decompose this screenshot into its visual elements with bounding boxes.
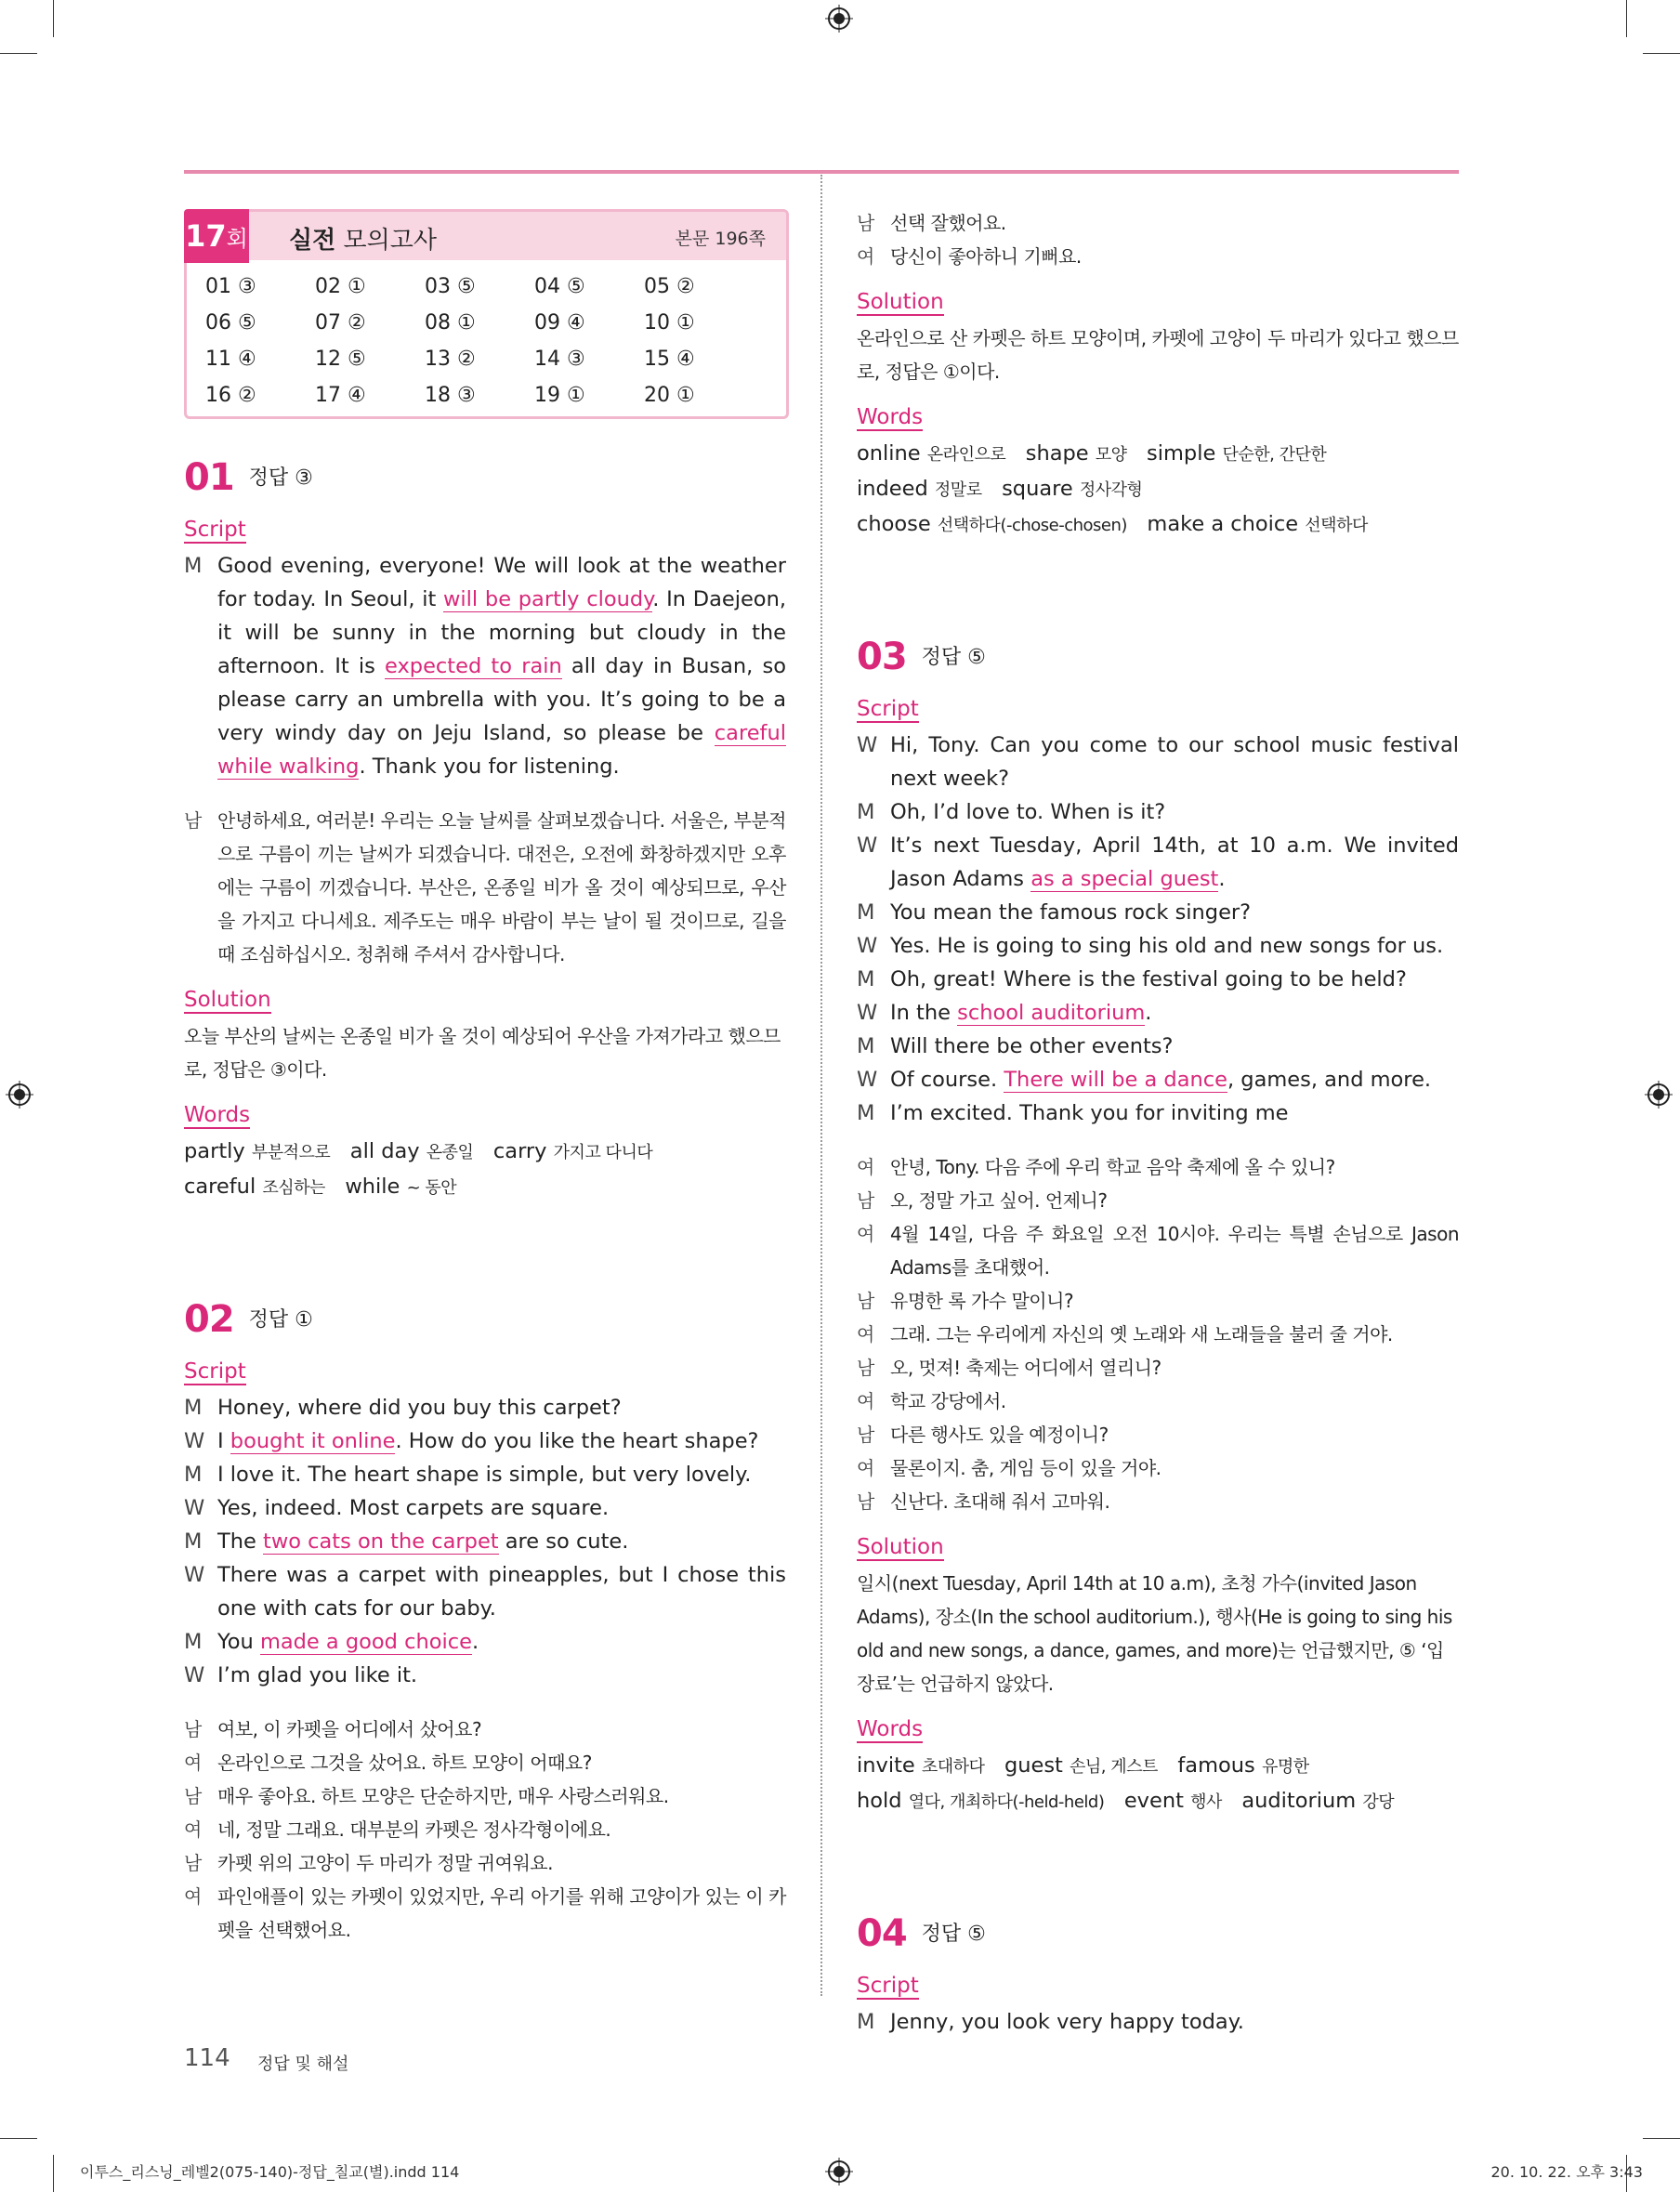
script-line xyxy=(857,795,1459,829)
speaker-label: W xyxy=(857,1068,878,1092)
script-text xyxy=(217,1625,786,1659)
translation-text: 네, 정말 그래요. 대부분의 카펫은 정사각형이에요. xyxy=(217,1818,611,1841)
script-text xyxy=(217,1458,786,1491)
text-run: all day in Busan, so please carry an umbrella with you. It’s going to be a very windy day on Jeju Island, so please be xyxy=(217,654,786,745)
word-en: carry xyxy=(492,1139,547,1163)
word-ko: 행사 xyxy=(1190,1792,1222,1812)
word-en: careful xyxy=(184,1175,256,1199)
script-text xyxy=(890,829,1459,896)
script-text xyxy=(890,728,1459,795)
text-run: Jenny, you look very happy today. xyxy=(890,2010,1244,2034)
speaker-label: 남 xyxy=(857,1290,874,1312)
left-column xyxy=(184,209,786,1947)
text-run: I xyxy=(217,1429,230,1453)
text-run: You mean the famous rock singer? xyxy=(890,900,1252,925)
crop-mark xyxy=(1643,53,1680,54)
answer-cell: 15 ④ xyxy=(644,348,695,371)
speaker-label: M xyxy=(857,1101,875,1125)
script-text xyxy=(890,1063,1459,1096)
answer-cell: 01 ③ xyxy=(205,275,256,298)
speaker-label: W xyxy=(857,833,878,858)
word-ko: 부분적으로 xyxy=(251,1143,331,1162)
answer-text: 정답 ⑤ xyxy=(921,1923,986,1946)
translation-line xyxy=(184,1880,786,1947)
script-label: Script xyxy=(184,1359,246,1384)
translation-text: 그래. 그는 우리에게 자신의 옛 노래와 새 노래들을 불러 줄 거야. xyxy=(890,1323,1393,1345)
text-run: Will there be other events? xyxy=(890,1034,1174,1058)
speaker-label: M xyxy=(184,1463,203,1487)
text-run: Yes, indeed. Most carpets are square. xyxy=(217,1496,610,1520)
crop-mark xyxy=(0,53,37,54)
script-block-03 xyxy=(857,728,1459,1130)
translation-text: 안녕하세요, 여러분! 우리는 오늘 날씨를 살펴보겠습니다. 서울은, 부분적으로 구름이 끼는 날씨가 되겠습니다. 대전은, 오전에 화창하겠지만 오후에는 구름이 끼겠습니다. 부산은, 온종일 비가 올 것이 예상되므로, 우산을 가지고 다니세요. 제주도는 매우 바람이 부는 날이 될 것이므로, 길을 때 조심하십시오. 청취해 주셔서 감사합니다. xyxy=(217,809,786,965)
text-run: I love it. The heart shape is simple, but very lovely. xyxy=(217,1463,752,1487)
answer-cell: 14 ③ xyxy=(534,348,585,371)
translation-line xyxy=(857,1385,1459,1418)
text-run: . How do you like the heart shape? xyxy=(395,1429,759,1453)
script-text xyxy=(217,1391,786,1424)
words-label: Words xyxy=(184,1103,251,1127)
speaker-label: W xyxy=(184,1496,205,1520)
speaker-label: W xyxy=(184,1563,205,1587)
word-ko: 선택하다 xyxy=(1305,516,1368,535)
text-run: In the xyxy=(890,1001,958,1025)
text-run: Oh, great! Where is the festival going to be held? xyxy=(890,967,1407,991)
translation-line xyxy=(857,1318,1459,1351)
translation-line xyxy=(857,1217,1459,1284)
answer-cell: 09 ④ xyxy=(534,311,585,335)
question-number: 01 xyxy=(184,456,234,499)
answer-key-title xyxy=(289,221,437,256)
key-phrase: two cats on the carpet xyxy=(263,1529,499,1554)
translation-text: 물론이지. 춤, 게임 등이 있을 거야. xyxy=(890,1457,1162,1479)
question-number: 02 xyxy=(184,1298,234,1341)
round-number: 17 xyxy=(185,218,227,254)
word-row xyxy=(857,507,1459,543)
speaker-label: 남 xyxy=(857,1189,874,1212)
answer-key-box xyxy=(184,209,789,419)
translation-line xyxy=(184,1813,786,1846)
script-line xyxy=(184,1391,786,1424)
script-line xyxy=(857,996,1459,1030)
word-ko: ~ 동안 xyxy=(406,1178,457,1198)
translation-text: 매우 좋아요. 하트 모양은 단순하지만, 매우 사랑스러워요. xyxy=(217,1785,669,1807)
text-run: I’m excited. Thank you for inviting me xyxy=(890,1101,1289,1125)
answer-cell: 12 ⑤ xyxy=(315,348,366,371)
round-suffix: 회 xyxy=(226,226,248,252)
script-text xyxy=(217,1525,786,1558)
translation-text: 온라인으로 그것을 샀어요. 하트 모양이 어때요? xyxy=(217,1752,592,1774)
question-number: 04 xyxy=(857,1912,907,1955)
translation-text: 오, 멋져! 축제는 어디에서 열리니? xyxy=(890,1357,1162,1379)
word-en: famous xyxy=(1177,1753,1255,1778)
word-en: choose xyxy=(857,512,931,536)
text-run: I’m glad you like it. xyxy=(217,1663,418,1687)
word-ko: 정말로 xyxy=(934,480,982,500)
text-run: are so cute. xyxy=(498,1529,629,1554)
registration-mark-icon xyxy=(825,5,853,33)
translation-line xyxy=(184,1713,786,1746)
script-text xyxy=(890,996,1459,1030)
registration-mark-icon xyxy=(6,1081,33,1109)
word-en: square xyxy=(1002,477,1073,501)
word-en: invite xyxy=(857,1753,915,1778)
word-row xyxy=(184,1135,786,1170)
key-phrase: There will be a dance xyxy=(1004,1068,1227,1092)
script-block-02 xyxy=(184,1391,786,1692)
word-ko: 선택하다(-chose-chosen) xyxy=(937,516,1127,535)
translation-line xyxy=(857,1351,1459,1385)
translation-line xyxy=(857,1150,1459,1184)
script-line xyxy=(857,896,1459,929)
word-en: event xyxy=(1123,1789,1184,1813)
word-row xyxy=(857,1749,1459,1784)
word-ko: 손님, 게스트 xyxy=(1070,1757,1158,1777)
word-en: guest xyxy=(1004,1753,1063,1778)
speaker-label: 여 xyxy=(857,1323,874,1345)
answer-cell: 19 ① xyxy=(534,384,585,407)
word-ko: 정사각형 xyxy=(1079,480,1143,500)
word-ko: 유명한 xyxy=(1261,1757,1309,1777)
solution-label: Solution xyxy=(857,290,944,314)
script-line xyxy=(184,549,786,783)
translation-text: 유명한 록 가수 말이니? xyxy=(890,1290,1074,1312)
script-line xyxy=(184,1424,786,1458)
word-en: shape xyxy=(1025,441,1089,466)
script-line xyxy=(857,728,1459,795)
translation-text: 신난다. 초대해 줘서 고마워. xyxy=(890,1490,1110,1513)
translation-text: 여보, 이 카펫을 어디에서 샀어요? xyxy=(217,1718,482,1740)
answer-cell: 16 ② xyxy=(205,384,256,407)
answer-cell: 03 ⑤ xyxy=(425,275,476,298)
words-label: Words xyxy=(857,1717,924,1741)
text-run: . Thank you for listening. xyxy=(359,755,620,779)
text-run: The xyxy=(217,1529,263,1554)
page-number: 114 xyxy=(184,2044,230,2072)
answer-cell: 06 ⑤ xyxy=(205,311,256,335)
script-line xyxy=(184,1458,786,1491)
translation-text: 4월 14일, 다음 주 화요일 오전 10시야. 우리는 특별 손님으로 Jason Adams를 초대했어. xyxy=(890,1223,1459,1279)
translation-line xyxy=(857,1451,1459,1485)
answer-cell: 18 ③ xyxy=(425,384,476,407)
translation-line xyxy=(857,206,1459,240)
script-text xyxy=(890,795,1459,829)
speaker-label: 여 xyxy=(184,1752,202,1774)
script-text xyxy=(890,1030,1459,1063)
speaker-label: 여 xyxy=(857,245,874,268)
crop-mark xyxy=(1626,0,1627,37)
key-phrase: bought it online xyxy=(230,1429,396,1453)
word-en: while xyxy=(345,1175,400,1199)
word-en: hold xyxy=(857,1789,902,1813)
answer-key-header xyxy=(187,212,786,260)
script-line xyxy=(184,1659,786,1692)
answer-cell: 20 ① xyxy=(644,384,695,407)
translation-text: 학교 강당에서. xyxy=(890,1390,1006,1412)
speaker-label: M xyxy=(857,800,875,824)
translation-line xyxy=(184,1779,786,1813)
words-block-03 xyxy=(857,1749,1459,1819)
text-run: . In Daejeon, it will be sunny in the morning but cloudy in the afternoon. It is xyxy=(217,587,786,678)
solution-label: Solution xyxy=(857,1535,944,1559)
title-rest: 모의고사 xyxy=(335,227,437,255)
word-row xyxy=(857,1784,1459,1819)
script-text xyxy=(890,896,1459,929)
word-en: online xyxy=(857,441,921,466)
speaker-label: M xyxy=(184,1630,203,1654)
speaker-label: 여 xyxy=(184,1818,202,1841)
script-text xyxy=(890,2005,1459,2039)
answer-cell: 08 ① xyxy=(425,311,476,335)
text-run: . xyxy=(1145,1001,1152,1025)
script-text xyxy=(217,1424,786,1458)
key-phrase: school auditorium xyxy=(957,1001,1146,1025)
speaker-label: 여 xyxy=(857,1390,874,1412)
question-header-01 xyxy=(184,456,786,501)
script-text xyxy=(890,1096,1459,1130)
text-run: It’s next Tuesday, April 14th, at 10 a.m. We invited Jason Adams xyxy=(890,833,1459,891)
speaker-label: M xyxy=(857,900,875,925)
script-label: Script xyxy=(857,1974,919,1998)
key-phrase: will be partly cloudy xyxy=(443,587,653,611)
answer-text: 정답 ③ xyxy=(248,466,313,490)
speaker-label: 남 xyxy=(184,1718,202,1740)
key-phrase: as a special guest xyxy=(1030,867,1219,891)
script-label: Script xyxy=(184,518,246,542)
speaker-label: 남 xyxy=(857,1490,874,1513)
words-block-02 xyxy=(857,437,1459,543)
translation-block-03 xyxy=(857,1150,1459,1518)
translation-block-02 xyxy=(184,1713,786,1947)
word-ko: 가지고 다니다 xyxy=(553,1143,653,1162)
answer-cell: 02 ① xyxy=(315,275,366,298)
word-ko: 초대하다 xyxy=(921,1757,985,1777)
footer-label: 정답 및 해설 xyxy=(257,2054,349,2074)
word-ko: 열다, 개최하다(-held-held) xyxy=(908,1792,1105,1812)
crop-mark xyxy=(1643,2138,1680,2139)
speaker-label: W xyxy=(857,1001,878,1025)
answer-cell: 10 ① xyxy=(644,311,695,335)
text-run: . xyxy=(471,1630,479,1654)
word-ko: 모양 xyxy=(1095,445,1127,465)
word-en: partly xyxy=(184,1139,245,1163)
speaker-label: 여 xyxy=(857,1223,874,1245)
translation-line xyxy=(857,1184,1459,1217)
translation-line xyxy=(857,1284,1459,1318)
answer-cell: 05 ② xyxy=(644,275,695,298)
word-ko: 온라인으로 xyxy=(926,445,1006,465)
script-line xyxy=(184,1525,786,1558)
question-header-04 xyxy=(857,1912,1459,1957)
translation-text: 당신이 좋아하니 기뻐요. xyxy=(890,245,1082,268)
answer-cell: 13 ② xyxy=(425,348,476,371)
script-line xyxy=(857,963,1459,996)
words-label: Words xyxy=(857,405,924,429)
key-phrase: careful while walking xyxy=(217,721,786,779)
speaker-label: W xyxy=(184,1429,205,1453)
word-ko: 온종일 xyxy=(426,1143,474,1162)
answer-text: 정답 ⑤ xyxy=(921,646,986,669)
key-phrase: made a good choice xyxy=(259,1630,472,1654)
speaker-label: 남 xyxy=(184,809,202,832)
translation-text: 선택 잘했어요. xyxy=(890,212,1006,234)
text-run: You xyxy=(217,1630,260,1654)
script-text xyxy=(217,549,786,783)
text-run: . xyxy=(1218,867,1226,891)
speaker-label: W xyxy=(857,733,878,757)
speaker-label: M xyxy=(184,554,203,578)
translation-block-02-continued xyxy=(857,206,1459,273)
translation-line xyxy=(184,1846,786,1880)
header-rule xyxy=(184,170,1459,174)
translation-line xyxy=(184,1746,786,1779)
speaker-label: 여 xyxy=(184,1885,202,1908)
speaker-label: 남 xyxy=(857,1424,874,1446)
question-header-02 xyxy=(184,1298,786,1343)
title-bold: 실전 xyxy=(289,227,336,255)
text-run: Yes. He is going to sing his old and new songs for us. xyxy=(890,934,1444,958)
translation-text: 오, 정말 가고 싶어. 언제니? xyxy=(890,1189,1108,1212)
script-line xyxy=(857,1063,1459,1096)
question-header-03 xyxy=(857,636,1459,680)
speaker-label: 남 xyxy=(184,1852,202,1874)
word-ko: 단순한, 간단한 xyxy=(1222,445,1327,465)
speaker-label: 남 xyxy=(857,212,874,234)
script-line xyxy=(857,2005,1459,2039)
script-line xyxy=(184,1625,786,1659)
date-info: 20. 10. 22. 오후 3:43 xyxy=(1490,2163,1643,2181)
text-run: Of course. xyxy=(890,1068,1004,1092)
words-block-01 xyxy=(184,1135,786,1205)
word-en: indeed xyxy=(857,477,928,501)
script-line xyxy=(857,829,1459,896)
speaker-label: 남 xyxy=(184,1785,202,1807)
script-line xyxy=(857,929,1459,963)
script-text xyxy=(217,1491,786,1525)
script-text xyxy=(890,963,1459,996)
speaker-label: W xyxy=(184,1663,205,1687)
translation-line xyxy=(857,240,1459,273)
script-label: Script xyxy=(857,697,919,721)
text-run: Hi, Tony. Can you come to our school music festival next week? xyxy=(890,733,1459,791)
answer-grid xyxy=(187,260,786,416)
key-phrase: expected to rain xyxy=(385,654,562,678)
script-block-04 xyxy=(857,2005,1459,2039)
word-row xyxy=(184,1170,786,1205)
speaker-label: M xyxy=(857,2010,875,2034)
answer-text: 정답 ① xyxy=(248,1308,313,1332)
word-en: make a choice xyxy=(1147,512,1299,536)
script-text xyxy=(890,929,1459,963)
translation-text: 파인애플이 있는 카펫이 있었지만, 우리 아기를 위해 고양이가 있는 이 카펫을 선택했어요. xyxy=(217,1885,786,1941)
text-run: , games, and more. xyxy=(1227,1068,1432,1092)
translation-text: 다른 행사도 있을 예정이니? xyxy=(890,1424,1109,1446)
right-column xyxy=(857,206,1459,2039)
solution-text-02: 온라인으로 산 카펫은 하트 모양이며, 카펫에 고양이 두 마리가 있다고 했으므로, 정답은 ①이다. xyxy=(857,327,1459,383)
speaker-label: W xyxy=(857,934,878,958)
speaker-label: M xyxy=(857,967,875,991)
registration-mark-icon xyxy=(825,2158,853,2185)
page-reference: 본문 196쪽 xyxy=(675,229,766,249)
script-block-01 xyxy=(184,549,786,783)
translation-text: 안녕, Tony. 다음 주에 우리 학교 음악 축제에 올 수 있니? xyxy=(890,1156,1335,1178)
translation-line xyxy=(857,1418,1459,1451)
word-ko: 조심하는 xyxy=(262,1178,325,1198)
speaker-label: M xyxy=(857,1034,875,1058)
solution-label: Solution xyxy=(184,988,271,1012)
translation-text: 카펫 위의 고양이 두 마리가 정말 귀여워요. xyxy=(217,1852,553,1874)
word-en: simple xyxy=(1147,441,1216,466)
text-run: Honey, where did you buy this carpet? xyxy=(217,1396,622,1420)
crop-mark xyxy=(53,0,54,37)
word-row xyxy=(857,472,1459,507)
script-line xyxy=(857,1030,1459,1063)
script-line xyxy=(857,1096,1459,1130)
answer-cell: 04 ⑤ xyxy=(534,275,585,298)
solution-text-01: 오늘 부산의 날씨는 온종일 비가 올 것이 예상되어 우산을 가져가라고 했으므로, 정답은 ③이다. xyxy=(184,1025,781,1081)
word-en: auditorium xyxy=(1241,1789,1357,1813)
word-ko: 강당 xyxy=(1362,1792,1395,1812)
speaker-label: 남 xyxy=(857,1357,874,1379)
answer-cell: 17 ④ xyxy=(315,384,366,407)
script-text xyxy=(217,1558,786,1625)
translation-block-01 xyxy=(184,804,786,971)
round-badge xyxy=(184,209,249,263)
speaker-label: M xyxy=(184,1529,203,1554)
word-row xyxy=(857,437,1459,472)
script-line xyxy=(184,1558,786,1625)
script-line xyxy=(184,1491,786,1525)
file-info: 이투스_리스닝_레벨2(075-140)-정답_칠교(별).indd 114 xyxy=(80,2163,460,2181)
answer-cell: 11 ④ xyxy=(205,348,256,371)
speaker-label: 여 xyxy=(857,1156,874,1178)
translation-line xyxy=(857,1485,1459,1518)
text-run: Good evening, everyone! We will look at the weather for today. In Seoul, it xyxy=(217,554,786,611)
solution-text-03: 일시(next Tuesday, April 14th at 10 a.m), 초청 가수(invited Jason Adams), 장소(In the school auditorium.), 행사(He is going to sing his old and new songs, a dance, games, and more)는 언급했지만, ⑤ ‘입장료’는 언급하지 않았다. xyxy=(857,1572,1452,1695)
translation-line xyxy=(184,804,786,971)
text-run: There was a carpet with pineapples, but I chose this one with cats for our baby. xyxy=(217,1563,786,1621)
crop-mark xyxy=(0,2138,37,2139)
answer-cell: 07 ② xyxy=(315,311,366,335)
crop-mark xyxy=(53,2155,54,2192)
speaker-label: M xyxy=(184,1396,203,1420)
registration-mark-icon xyxy=(1645,1081,1673,1109)
question-number: 03 xyxy=(857,636,907,678)
script-text xyxy=(217,1659,786,1692)
text-run: Oh, I’d love to. When is it? xyxy=(890,800,1166,824)
speaker-label: 여 xyxy=(857,1457,874,1479)
word-en: all day xyxy=(349,1139,420,1163)
column-divider xyxy=(820,175,822,1996)
